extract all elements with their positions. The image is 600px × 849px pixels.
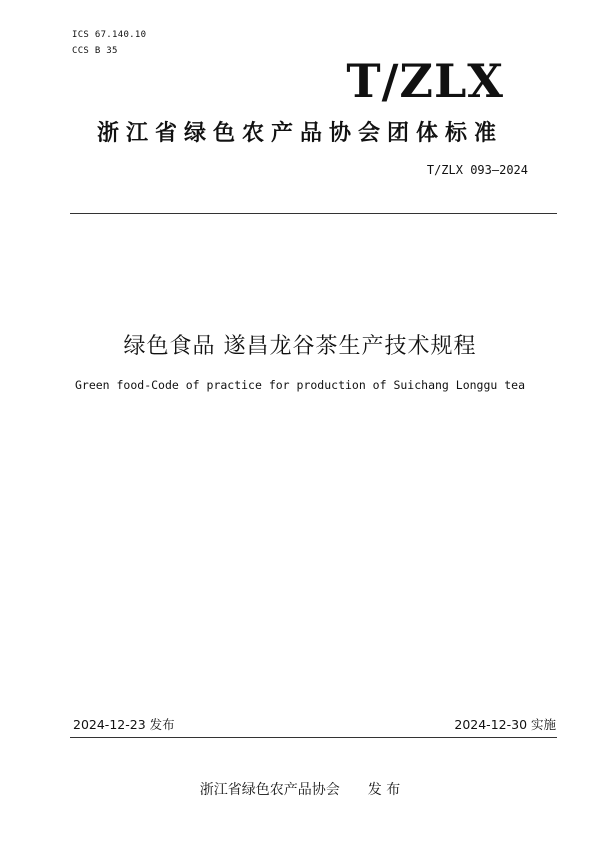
publish-date: 2024-12-23 发布 [73,717,175,732]
standard-brand-logo: T/ZLX [346,54,504,108]
publish-word: 发 布 [367,782,401,798]
standard-number: T/ZLX 093—2024 [426,163,528,177]
footer-divider [70,737,557,738]
ics-code: ICS 67.140.10 [72,30,147,40]
header-divider [70,213,557,214]
document-title-zh: 绿色食品 遂昌龙谷茶生产技术规程 [123,334,477,359]
publisher-name: 浙江省绿色农产品协会 [199,782,340,798]
document-title-en: Green food-Code of practice for production of Suichang Longgu tea [74,378,526,392]
publisher-line [0,779,600,799]
org-standard-title: 浙江省绿色农产品协会团体标准 [96,121,503,146]
implement-date: 2024-12-30 实施 [454,717,556,732]
ccs-code: CCS B 35 [72,46,118,56]
